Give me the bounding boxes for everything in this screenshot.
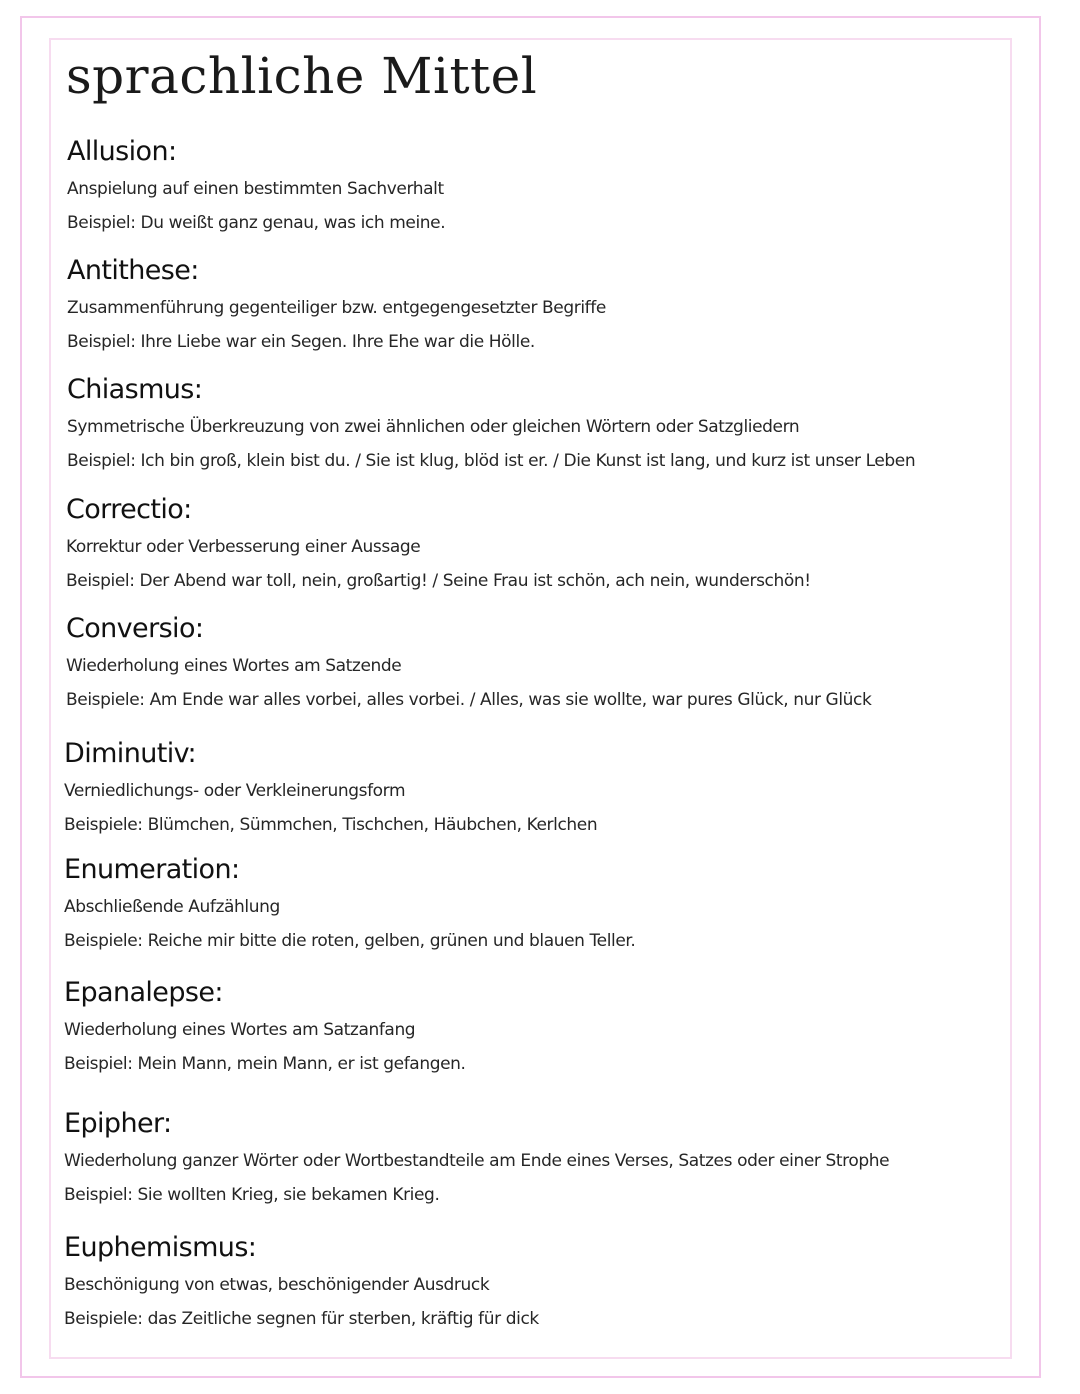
term-example: Beispiele: Am Ende war alles vorbei, alles vorbei. / Alles, was sie wollte, war pures Glück, nur Glück — [66, 690, 872, 710]
term-definition: Abschließende Aufzählung — [64, 897, 280, 917]
term-example: Beispiele: Blümchen, Sümmchen, Tischchen, Häubchen, Kerlchen — [64, 815, 598, 835]
term-definition: Verniedlichungs- oder Verkleinerungsform — [64, 781, 406, 801]
term-heading: Epanalepse: — [64, 977, 223, 1008]
term-definition: Wiederholung ganzer Wörter oder Wortbestandteile am Ende eines Verses, Satzes oder einer Strophe — [64, 1151, 890, 1171]
term-antithese — [67, 251, 967, 359]
term-definition: Anspielung auf einen bestimmten Sachverhalt — [67, 179, 444, 199]
term-epipher — [64, 1104, 964, 1212]
term-definition: Korrektur oder Verbesserung einer Aussage — [66, 537, 421, 557]
term-diminutiv — [64, 734, 964, 842]
term-chiasmus — [67, 370, 967, 478]
term-enumeration — [64, 850, 964, 958]
term-example: Beispiel: Ihre Liebe war ein Segen. Ihre Ehe war die Hölle. — [67, 332, 535, 352]
term-example: Beispiel: Ich bin groß, klein bist du. / Sie ist klug, blöd ist er. / Die Kunst ist lang, und kurz ist unser Leben — [67, 451, 916, 471]
term-heading: Euphemismus: — [64, 1232, 257, 1263]
term-heading: Allusion: — [67, 136, 177, 167]
term-definition: Wiederholung eines Wortes am Satzanfang — [64, 1020, 416, 1040]
term-heading: Chiasmus: — [67, 374, 203, 405]
term-heading: Enumeration: — [64, 854, 240, 885]
term-heading: Diminutiv: — [64, 738, 197, 769]
page-title: sprachliche Mittel — [66, 47, 538, 105]
term-heading: Antithese: — [67, 255, 199, 286]
term-euphemismus — [64, 1228, 964, 1336]
term-example: Beispiel: Du weißt ganz genau, was ich meine. — [67, 213, 446, 233]
term-example: Beispiel: Der Abend war toll, nein, großartig! / Seine Frau ist schön, ach nein, wunderschön! — [66, 571, 811, 591]
term-example: Beispiele: das Zeitliche segnen für sterben, kräftig für dick — [64, 1309, 539, 1329]
term-example: Beispiel: Mein Mann, mein Mann, er ist gefangen. — [64, 1054, 466, 1074]
term-definition: Zusammenführung gegenteiliger bzw. entgegengesetzter Begriffe — [67, 298, 606, 318]
term-heading: Conversio: — [66, 613, 204, 644]
term-heading: Epipher: — [64, 1108, 172, 1139]
term-epanalepse — [64, 973, 964, 1081]
term-conversio — [66, 609, 966, 717]
term-example: Beispiel: Sie wollten Krieg, sie bekamen Krieg. — [64, 1185, 440, 1205]
term-heading: Correctio: — [66, 494, 192, 525]
term-example: Beispiele: Reiche mir bitte die roten, gelben, grünen und blauen Teller. — [64, 931, 636, 951]
term-correctio — [66, 490, 966, 598]
term-definition: Beschönigung von etwas, beschönigender Ausdruck — [64, 1275, 490, 1295]
term-definition: Symmetrische Überkreuzung von zwei ähnlichen oder gleichen Wörtern oder Satzgliedern — [67, 417, 800, 437]
term-definition: Wiederholung eines Wortes am Satzende — [66, 656, 402, 676]
term-allusion — [67, 132, 967, 240]
